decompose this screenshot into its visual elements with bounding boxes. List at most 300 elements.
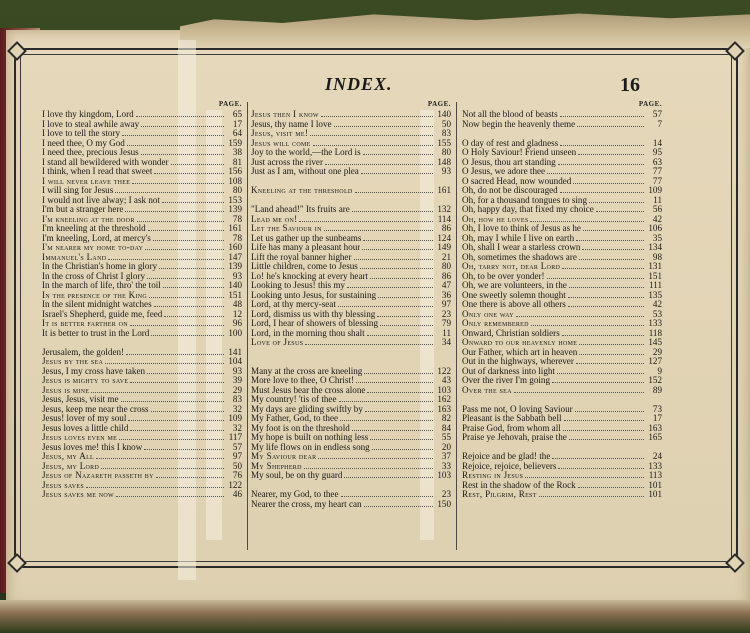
entry-title: Oh, happy day, that fixed my choice bbox=[462, 205, 594, 214]
entry-page-number: 104 bbox=[228, 356, 242, 366]
index-entry bbox=[42, 243, 242, 253]
entry-title: Oh, do not be discouraged bbox=[462, 186, 558, 195]
entry-title: My country! 'tis of thee bbox=[251, 395, 337, 404]
index-entry bbox=[42, 481, 242, 491]
entry-title: Rejoice, rejoice, believers bbox=[462, 461, 557, 471]
entry-title: I love thy kingdom, Lord bbox=[42, 110, 134, 119]
entry-page-number: 108 bbox=[228, 175, 242, 186]
entry-page-number: 35 bbox=[652, 232, 662, 243]
entry-title: In the Christian's home in glory bbox=[42, 262, 158, 271]
entry-title: I will sing for Jesus bbox=[42, 186, 114, 195]
row-spacer bbox=[42, 338, 242, 348]
leader-dots bbox=[579, 349, 644, 355]
index-entry bbox=[462, 329, 662, 339]
entry-title: Praise ye Jehovah, praise the bbox=[462, 433, 567, 442]
index-entry bbox=[462, 281, 662, 291]
leader-dots bbox=[130, 377, 224, 383]
leader-dots bbox=[86, 482, 224, 488]
entry-title: Resting in Jesus bbox=[462, 471, 524, 480]
index-entry bbox=[462, 177, 662, 187]
entry-page-number: 32 bbox=[232, 422, 242, 433]
entry-page-number: 106 bbox=[648, 223, 662, 233]
leader-dots bbox=[318, 453, 433, 459]
index-entry bbox=[42, 414, 242, 424]
entry-page-number: 132 bbox=[437, 204, 451, 214]
entry-page-number: 53 bbox=[652, 308, 662, 319]
index-entry bbox=[251, 367, 451, 377]
leader-dots bbox=[557, 368, 644, 374]
leader-dots bbox=[364, 501, 433, 507]
index-entry bbox=[462, 234, 662, 244]
entry-page-number: 135 bbox=[648, 289, 662, 300]
entry-page-number: 160 bbox=[228, 242, 242, 252]
index-entry bbox=[251, 405, 451, 415]
entry-page-number: 65 bbox=[232, 109, 242, 119]
entry-title: Looking unto Jesus, for sustaining bbox=[251, 290, 377, 300]
entry-page-number: 139 bbox=[228, 204, 242, 214]
leader-dots bbox=[539, 491, 644, 497]
index-entry bbox=[251, 414, 451, 424]
leader-dots bbox=[530, 216, 644, 222]
entry-page-number: 93 bbox=[441, 166, 451, 176]
page-column-heading: PAGE. bbox=[218, 100, 242, 108]
index-entry bbox=[462, 300, 662, 310]
index-entry bbox=[462, 481, 662, 491]
leader-dots bbox=[144, 444, 224, 450]
index-entry bbox=[251, 281, 451, 291]
leader-dots bbox=[119, 434, 224, 440]
leader-dots bbox=[363, 149, 433, 155]
leader-dots bbox=[141, 121, 224, 127]
leader-dots bbox=[356, 377, 433, 383]
index-entry bbox=[42, 357, 242, 367]
index-entry bbox=[42, 167, 242, 177]
leader-dots bbox=[334, 121, 433, 127]
entry-page-number: 124 bbox=[437, 232, 451, 243]
index-entry bbox=[251, 215, 451, 225]
entry-page-number: 78 bbox=[232, 213, 242, 224]
entry-page-number: 57 bbox=[232, 441, 242, 452]
index-entry bbox=[42, 120, 242, 130]
row-spacer bbox=[251, 196, 451, 206]
entry-title: I need thee, O my God bbox=[42, 138, 125, 148]
entry-page-number: 55 bbox=[441, 432, 451, 442]
index-entry bbox=[42, 386, 242, 396]
entry-page-number: 101 bbox=[648, 489, 662, 499]
index-entry bbox=[251, 319, 451, 329]
entry-page-number: 163 bbox=[437, 403, 451, 414]
leader-dots bbox=[130, 320, 224, 326]
leader-dots bbox=[582, 244, 644, 250]
entry-title: My foot is on the threshold bbox=[251, 423, 350, 433]
entry-title: Over the river I'm going bbox=[462, 376, 551, 385]
entry-page-number: 122 bbox=[228, 479, 242, 490]
entry-page-number: 100 bbox=[228, 327, 242, 338]
leader-dots bbox=[127, 140, 224, 146]
entry-page-number: 134 bbox=[648, 242, 662, 252]
row-spacer bbox=[251, 481, 451, 491]
entry-page-number: 117 bbox=[228, 432, 242, 442]
leader-dots bbox=[147, 368, 224, 374]
leader-dots bbox=[562, 330, 644, 336]
entry-title: Lead me on! bbox=[251, 214, 298, 224]
index-entry bbox=[42, 281, 242, 291]
leader-dots bbox=[367, 387, 433, 393]
index-entry bbox=[462, 386, 662, 396]
entry-page-number: 14 bbox=[652, 137, 662, 148]
leader-dots bbox=[575, 406, 644, 412]
entry-title: Israel's Shepherd, guide me, feed bbox=[42, 309, 163, 319]
entry-title: My life flows on in endless song bbox=[251, 442, 370, 452]
index-entry bbox=[462, 167, 662, 177]
entry-page-number: 98 bbox=[652, 251, 662, 262]
index-entry bbox=[42, 158, 242, 168]
entry-page-number: 109 bbox=[648, 185, 662, 195]
entry-title: Onward, Christian soldiers bbox=[462, 328, 560, 338]
index-entry bbox=[462, 215, 662, 225]
entry-page-number: 24 bbox=[652, 451, 662, 461]
index-entry bbox=[251, 186, 451, 196]
entry-title: Pleasant is the Sabbath bell bbox=[462, 414, 562, 423]
entry-title: My Father, God, to thee bbox=[251, 414, 339, 423]
index-entry bbox=[251, 443, 451, 453]
entry-page-number: 141 bbox=[228, 346, 242, 357]
index-entry bbox=[251, 224, 451, 234]
leader-dots bbox=[154, 301, 224, 307]
leader-dots bbox=[563, 425, 644, 431]
leader-dots bbox=[589, 197, 644, 203]
entry-page-number: 64 bbox=[232, 128, 242, 138]
index-entry bbox=[42, 224, 242, 234]
leader-dots bbox=[128, 415, 224, 421]
leader-dots bbox=[344, 472, 433, 478]
entry-page-number: 50 bbox=[232, 460, 242, 471]
leader-dots bbox=[122, 130, 224, 136]
leader-dots bbox=[365, 406, 433, 412]
leader-dots bbox=[560, 111, 644, 117]
index-entry bbox=[462, 196, 662, 206]
leader-dots bbox=[558, 463, 644, 469]
index-entry bbox=[42, 319, 242, 329]
entry-page-number: 109 bbox=[228, 413, 242, 423]
leader-dots bbox=[560, 187, 644, 193]
entry-page-number: 159 bbox=[228, 137, 242, 148]
entry-title: Jesus, keep me near the cross bbox=[42, 404, 149, 414]
entry-title: It is better to trust in the Lord bbox=[42, 328, 150, 338]
leader-dots bbox=[354, 254, 434, 260]
entry-title: Oh, may I while I live on earth bbox=[462, 233, 575, 243]
entry-title: Looking to Jesus! this my bbox=[251, 281, 345, 290]
entry-page-number: 140 bbox=[228, 280, 242, 290]
leader-dots bbox=[171, 159, 224, 165]
index-entry bbox=[462, 471, 662, 481]
entry-page-number: 7 bbox=[657, 118, 662, 129]
entry-page-number: 80 bbox=[232, 185, 242, 195]
entry-page-number: 42 bbox=[652, 213, 662, 224]
entry-page-number: 47 bbox=[441, 280, 451, 290]
leader-dots bbox=[531, 320, 644, 326]
entry-title: Joy to the world,—the Lord is bbox=[251, 148, 361, 157]
leader-dots bbox=[380, 320, 433, 326]
page-column-heading: PAGE. bbox=[638, 100, 662, 108]
entry-title: My days are gliding swiftly by bbox=[251, 404, 363, 414]
index-column-2 bbox=[251, 100, 451, 509]
entry-title: Jesus loves even me bbox=[42, 433, 118, 442]
entry-page-number: 38 bbox=[232, 147, 242, 157]
entry-page-number: 145 bbox=[648, 337, 662, 347]
leader-dots bbox=[560, 140, 644, 146]
entry-title: Just across the river bbox=[251, 157, 323, 167]
entry-page-number: 156 bbox=[228, 166, 242, 176]
entry-title: Oh, for a thousand tongues to sing bbox=[462, 195, 588, 205]
entry-page-number: 29 bbox=[232, 384, 242, 395]
entry-title: Jerusalem, the golden! bbox=[42, 347, 125, 357]
leader-dots bbox=[105, 358, 224, 364]
index-entry bbox=[462, 319, 662, 329]
entry-page-number: 140 bbox=[437, 109, 451, 119]
entry-page-number: 57 bbox=[652, 109, 662, 119]
entry-title: Praise God, from whom all bbox=[462, 423, 561, 433]
index-entry bbox=[462, 405, 662, 415]
entry-title: Kneeling at the threshold bbox=[251, 186, 353, 195]
row-spacer bbox=[251, 177, 451, 187]
leader-dots bbox=[125, 206, 224, 212]
leader-dots bbox=[564, 415, 644, 421]
entry-title: Nearer the cross, my heart can bbox=[251, 499, 362, 509]
entry-title: More love to thee, O Christ! bbox=[251, 376, 355, 385]
leader-dots bbox=[304, 463, 433, 469]
leader-dots bbox=[130, 425, 224, 431]
index-entry bbox=[251, 424, 451, 434]
index-entry bbox=[42, 471, 242, 481]
index-entry bbox=[42, 177, 242, 187]
index-entry bbox=[42, 186, 242, 196]
index-entry bbox=[462, 262, 662, 272]
leader-dots bbox=[352, 425, 433, 431]
entry-title: Jesus then I know bbox=[251, 110, 319, 119]
leader-dots bbox=[569, 434, 644, 440]
index-entry bbox=[462, 291, 662, 301]
entry-page-number: 139 bbox=[228, 261, 242, 271]
leader-dots bbox=[299, 216, 433, 222]
entry-page-number: 150 bbox=[437, 498, 451, 509]
index-entry bbox=[462, 414, 662, 424]
leader-dots bbox=[558, 159, 644, 165]
leader-dots bbox=[339, 396, 434, 402]
index-entry bbox=[42, 395, 242, 405]
leader-dots bbox=[115, 187, 224, 193]
leader-dots bbox=[145, 244, 224, 250]
index-entry bbox=[251, 110, 451, 120]
entry-title: I would not live alway; I ask not bbox=[42, 195, 160, 205]
index-entry bbox=[462, 490, 662, 500]
entry-title: I'm kneeling at the threshold bbox=[42, 224, 146, 233]
leader-dots bbox=[568, 301, 644, 307]
leader-dots bbox=[347, 282, 433, 288]
index-entry bbox=[251, 262, 451, 272]
entry-title: "Land ahead!" Its fruits are bbox=[251, 205, 350, 214]
entry-title: In the march of life, thro' the toil bbox=[42, 281, 161, 290]
entry-page-number: 86 bbox=[441, 270, 451, 281]
index-entry bbox=[42, 443, 242, 453]
leader-dots bbox=[151, 330, 224, 336]
entry-page-number: 149 bbox=[437, 242, 451, 252]
entry-title: Jesus, thy name I love bbox=[251, 119, 332, 129]
entry-title: Lord, in the morning thou shalt bbox=[251, 328, 365, 338]
entry-page-number: 133 bbox=[648, 318, 662, 328]
index-column-1 bbox=[42, 100, 242, 500]
index-entry bbox=[462, 253, 662, 263]
entry-title: Rest, Pilgrim, Rest bbox=[462, 490, 537, 499]
entry-title: Lord, dismiss us with thy blessing bbox=[251, 309, 376, 319]
leader-dots bbox=[159, 263, 224, 269]
leader-dots bbox=[156, 472, 224, 478]
entry-page-number: 37 bbox=[441, 451, 451, 461]
entry-page-number: 152 bbox=[648, 375, 662, 385]
row-spacer bbox=[462, 395, 662, 405]
page-title: INDEX. bbox=[325, 74, 393, 94]
index-entry bbox=[462, 462, 662, 472]
entry-page-number: 93 bbox=[232, 270, 242, 281]
leader-dots bbox=[576, 358, 644, 364]
leader-dots bbox=[547, 273, 644, 279]
index-entry bbox=[42, 139, 242, 149]
index-entry bbox=[42, 110, 242, 120]
entry-page-number: 148 bbox=[437, 156, 451, 167]
entry-page-number: 161 bbox=[437, 185, 451, 195]
index-entry bbox=[251, 490, 451, 500]
entry-page-number: 11 bbox=[653, 194, 662, 205]
entry-title: Lord, at thy mercy-seat bbox=[251, 300, 336, 309]
entry-title: My hope is built on nothing less bbox=[251, 433, 369, 442]
entry-title: I'm but a stranger here bbox=[42, 205, 124, 214]
entry-title: Over the sea bbox=[462, 385, 512, 395]
entry-page-number: 39 bbox=[232, 375, 242, 385]
entry-page-number: 155 bbox=[437, 137, 451, 148]
index-entry bbox=[251, 291, 451, 301]
leader-dots bbox=[562, 263, 644, 269]
entry-title: Only one way bbox=[462, 309, 514, 319]
entry-title: Let the Saviour in bbox=[251, 224, 322, 233]
index-entry bbox=[42, 272, 242, 282]
leader-dots bbox=[352, 206, 433, 212]
index-entry bbox=[42, 253, 242, 263]
leader-dots bbox=[355, 187, 433, 193]
leader-dots bbox=[147, 273, 224, 279]
index-entry bbox=[42, 310, 242, 320]
entry-page-number: 97 bbox=[232, 451, 242, 461]
index-entry bbox=[42, 367, 242, 377]
entry-title: Jesus loves me! this I know bbox=[42, 442, 143, 452]
entry-title: Must Jesus bear the cross alone bbox=[251, 385, 366, 395]
entry-page-number: 43 bbox=[441, 375, 451, 385]
entry-page-number: 80 bbox=[441, 147, 451, 157]
leader-dots bbox=[101, 463, 224, 469]
entry-page-number: 133 bbox=[648, 460, 662, 471]
index-column-3 bbox=[462, 100, 662, 500]
entry-page-number: 11 bbox=[442, 327, 451, 338]
entry-title: In the silent midnight watches bbox=[42, 300, 152, 309]
entry-title: Jesus, my Lord bbox=[42, 461, 100, 471]
index-entry bbox=[462, 224, 662, 234]
entry-page-number: 103 bbox=[437, 384, 451, 395]
entry-title: Oh, I love to think of Jesus as he bbox=[462, 224, 581, 233]
index-entry bbox=[42, 148, 242, 158]
leader-dots bbox=[324, 225, 433, 231]
index-entry bbox=[42, 376, 242, 386]
entry-page-number: 23 bbox=[441, 308, 451, 319]
entry-title: Our Father, which art in heaven bbox=[462, 347, 578, 357]
entry-title: Out in the highways, wherever bbox=[462, 357, 574, 366]
entry-page-number: 97 bbox=[441, 299, 451, 309]
index-entry bbox=[251, 139, 451, 149]
row-spacer bbox=[462, 129, 662, 139]
entry-title: I stand all bewildered with wonder bbox=[42, 157, 169, 167]
index-entry bbox=[251, 310, 451, 320]
row-spacer bbox=[462, 443, 662, 453]
entry-page-number: 77 bbox=[652, 175, 662, 186]
entry-title: Oh, to be over yonder! bbox=[462, 271, 545, 281]
entry-title: Immanuel's Land bbox=[42, 252, 107, 262]
leader-dots bbox=[363, 235, 433, 241]
entry-title: One sweetly solemn thought bbox=[462, 290, 566, 300]
index-entry bbox=[251, 167, 451, 177]
column-divider bbox=[247, 102, 248, 550]
index-entry bbox=[42, 405, 242, 415]
entry-title: O day of rest and gladness bbox=[462, 138, 559, 148]
entry-page-number: 111 bbox=[649, 280, 662, 290]
entry-title: Lo! he's knocking at every heart bbox=[251, 271, 369, 281]
entry-page-number: 86 bbox=[441, 223, 451, 233]
entry-title: I will never leave thee bbox=[42, 176, 131, 186]
leader-dots bbox=[361, 168, 433, 174]
row-spacer bbox=[251, 357, 451, 367]
index-entry bbox=[251, 253, 451, 263]
leader-dots bbox=[148, 225, 224, 231]
leader-dots bbox=[154, 168, 224, 174]
entry-page-number: 17 bbox=[652, 413, 662, 423]
entry-title: I love to tell the story bbox=[42, 129, 121, 138]
leader-dots bbox=[321, 111, 433, 117]
index-entry bbox=[462, 205, 662, 215]
entry-title: Onward to our heavenly home bbox=[462, 338, 578, 347]
entry-page-number: 12 bbox=[232, 308, 242, 319]
entry-page-number: 122 bbox=[437, 365, 451, 376]
entry-page-number: 33 bbox=[441, 460, 451, 471]
entry-title: Jesus, visit me! bbox=[251, 129, 309, 138]
leader-dots bbox=[547, 168, 644, 174]
index-entry bbox=[462, 376, 662, 386]
index-entry bbox=[251, 500, 451, 510]
index-entry bbox=[251, 300, 451, 310]
entry-page-number: 48 bbox=[232, 299, 242, 309]
entry-page-number: 56 bbox=[652, 204, 662, 214]
entry-page-number: 83 bbox=[232, 394, 242, 404]
entry-title: Rest in the shadow of the Rock bbox=[462, 480, 576, 490]
index-entry bbox=[42, 490, 242, 500]
entry-title: O Jesus, we adore thee bbox=[462, 167, 546, 176]
entry-page-number: 17 bbox=[232, 118, 242, 129]
entry-title: Jesus, my All bbox=[42, 452, 94, 461]
leader-dots bbox=[116, 491, 224, 497]
leader-dots bbox=[360, 263, 433, 269]
leader-dots bbox=[91, 387, 224, 393]
index-entry bbox=[462, 357, 662, 367]
leader-dots bbox=[579, 339, 644, 345]
entry-page-number: 127 bbox=[648, 356, 662, 366]
entry-title: Not all the blood of beasts bbox=[462, 110, 558, 119]
entry-page-number: 46 bbox=[232, 489, 242, 499]
